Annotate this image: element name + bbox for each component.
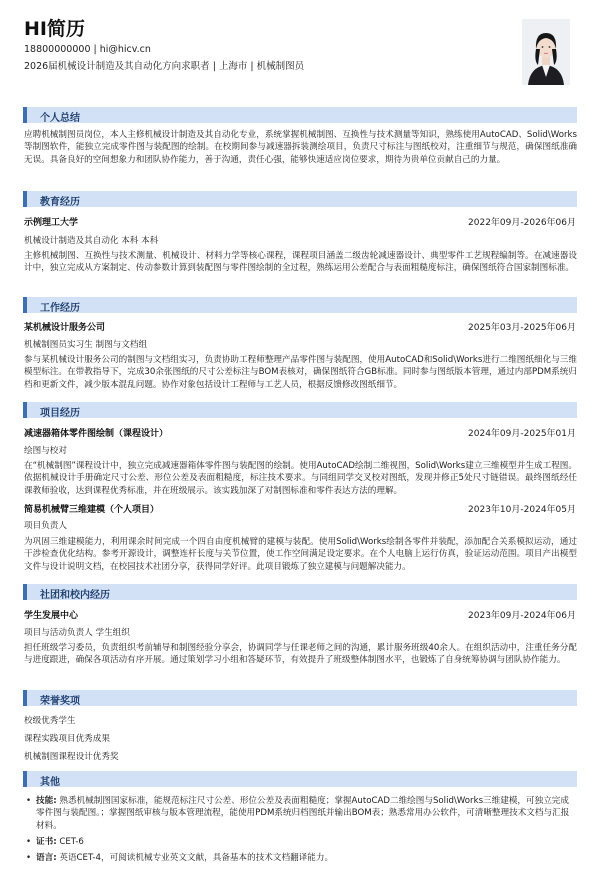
award-item: 校级优秀学生	[24, 716, 76, 726]
section-title: 工作经历	[40, 303, 80, 314]
section-header-other	[23, 771, 577, 787]
section-accent-bar	[23, 191, 27, 207]
project-description: 为巩固三维建模能力，利用课余时间完成一个四自由度机械臂的建模与装配。使用Solid\Works绘制各零件并装配，添加配合关系模拟运动，通过干涉检查优化结构。参考开源设计，调整连杆长度与关节位置，使工作空间满足设定要求。在个人电脑上运行仿真，验证运动范围。项目产出模型文件与设计说明文档，在校园技术社团分享，获得同学好评。此项目锻炼了独立建模与问题解决能力。	[24, 537, 577, 572]
project-role: 项目负责人	[24, 521, 67, 531]
section-header-education	[23, 191, 577, 207]
work-description: 参与某机械设计服务公司的制图与文档组实习，负责协助工程师整理产品零件图与装配图，使用AutoCAD和Solid\Works进行二维图纸细化与三维模型标注。在带教指导下，完成30余张图纸的尺寸公差标注与BOM表核对，确保图纸符合GB标准。同时参与图纸版本管理，通过内部PDM系统归档和更新文件，减少版本混乱问题。协作对象包括设计工程师与工艺人员，根据反馈修改图纸细节。	[24, 355, 577, 390]
section-title: 教育经历	[40, 197, 80, 208]
section-title: 其他	[40, 777, 60, 788]
campus-description: 担任班级学习委员，负责组织考前辅导和制图经验分享会，协调同学与任课老师之间的沟通，累计服务班级40余人。在组织活动中，注重任务分配与进度跟进，确保各项活动有序开展。通过策划学习小组和答疑环节，有效提升了班级整体制图水平，也锻炼了自身统筹协调与团队协作能力。	[24, 643, 577, 666]
education-major: 机械设计制造及其自动化 本科 本科	[24, 236, 159, 246]
work-company: 某机械设计服务公司	[24, 323, 106, 333]
item-text: CET-6	[59, 836, 84, 847]
section-accent-bar	[23, 297, 27, 313]
section-header-campus	[23, 584, 577, 600]
contact-info: 18800000000 | hi@hicv.cn	[24, 44, 151, 55]
item-label: 证书:	[36, 836, 57, 847]
section-accent-bar	[23, 402, 27, 418]
campus-role: 项目与活动负责人 学生组织	[24, 628, 130, 638]
section-header-awards	[23, 690, 577, 706]
candidate-name: HI简历	[24, 18, 85, 40]
section-accent-bar	[23, 584, 27, 600]
project-name: 减速器箱体零件图绘制（课程设计）	[24, 429, 169, 439]
work-date: 2025年03月-2025年06月	[468, 323, 576, 333]
language-item	[24, 852, 577, 864]
profile-photo-image	[522, 19, 570, 85]
award-item: 机械制图课程设计优秀奖	[24, 752, 119, 762]
item-label: 语言:	[36, 853, 57, 864]
section-accent-bar	[23, 771, 27, 787]
education-school: 示例理工大学	[24, 218, 79, 228]
item-label: 技能:	[36, 796, 57, 806]
education-date: 2022年09月-2026年06月	[468, 218, 576, 228]
education-description: 主修机械制图、互换性与技术测量、机械设计、材料力学等核心课程，课程项目涵盖二级齿轮减速器设计、典型零件工艺规程编制等。在减速器设计中，独立完成从方案制定、传动参数计算到装配图与零件图绘制的全过程，熟练运用公差配合与表面粗糙度标注，确保图纸符合国家制图标准。	[24, 251, 577, 274]
project-name: 简易机械臂三维建模（个人项目）	[24, 505, 160, 515]
project-role: 绘图与校对	[24, 446, 67, 456]
summary-text: 应聘机械制图员岗位，本人主修机械设计制造及其自动化专业，系统掌握机械制图、互换性与技术测量等知识，熟练使用AutoCAD、Solid\Works等制图软件，能独立完成零件图与装配图的绘制。在校期间参与减速器拆装测绘项目，负责尺寸标注与图纸校对，注重细节与规范，确保图纸准确无误。具备良好的空间想象力和团队协作能力，善于沟通，责任心强，能够快速适应岗位要求，期待为贵单位贡献自己的力量。	[24, 130, 577, 165]
project-description: 在“机械制图”课程设计中，独立完成减速器箱体零件图与装配图的绘制。使用AutoCAD绘制二维视图，Solid\Works建立三维模型并生成工程图。依据机械设计手册确定尺寸公差、形位公差及表面粗糙度，标注技术要求。与同组同学交叉校对图纸，发现并修正5处尺寸链错误。最终图纸经任课教师验收，达到课程优秀标准，并在班级展示。该实践加深了对制图标准和零件表达方法的理解。	[24, 461, 577, 496]
certificate-item	[24, 836, 577, 848]
section-accent-bar	[23, 107, 27, 123]
section-title: 荣誉奖项	[40, 696, 80, 707]
campus-organization: 学生发展中心	[24, 611, 79, 621]
other-list	[24, 795, 577, 868]
work-role: 机械制图员实习生 制图与文档组	[24, 340, 148, 350]
award-item: 课程实践项目优秀成果	[24, 734, 110, 744]
skills-item	[24, 795, 577, 832]
project-date: 2023年10月-2024年05月	[468, 505, 576, 515]
project-date: 2024年09月-2025年01月	[468, 429, 576, 439]
section-header-summary	[23, 107, 577, 123]
bullet-icon: •	[26, 836, 32, 847]
item-text: 熟悉机械制图国家标准，能规范标注尺寸公差、形位公差及表面粗糙度；掌握AutoCAD二维绘图与Solid\Works三维建模，可独立完成零件图与装配图。；掌握图纸审核与版本管理流程，能使用PDM系统归档图纸并输出BOM表；熟悉常用办公软件，可清晰整理技术文档与汇报材料。	[36, 796, 570, 831]
item-text: 英语CET-4，可阅读机械专业英文文献，具备基本的技术文档翻译能力。	[59, 853, 334, 864]
section-accent-bar	[23, 690, 27, 706]
bullet-icon: •	[26, 853, 32, 864]
job-intent: 2026届机械设计制造及其自动化方向求职者 | 上海市 | 机械制图员	[24, 61, 305, 72]
bullet-icon: •	[26, 796, 32, 806]
section-title: 社团和校内经历	[40, 590, 110, 601]
campus-date: 2023年09月-2024年06月	[468, 611, 576, 621]
section-header-projects	[23, 402, 577, 418]
profile-photo	[522, 19, 570, 85]
section-title: 个人总结	[40, 113, 80, 124]
section-title: 项目经历	[40, 408, 80, 419]
section-header-work	[23, 297, 577, 313]
